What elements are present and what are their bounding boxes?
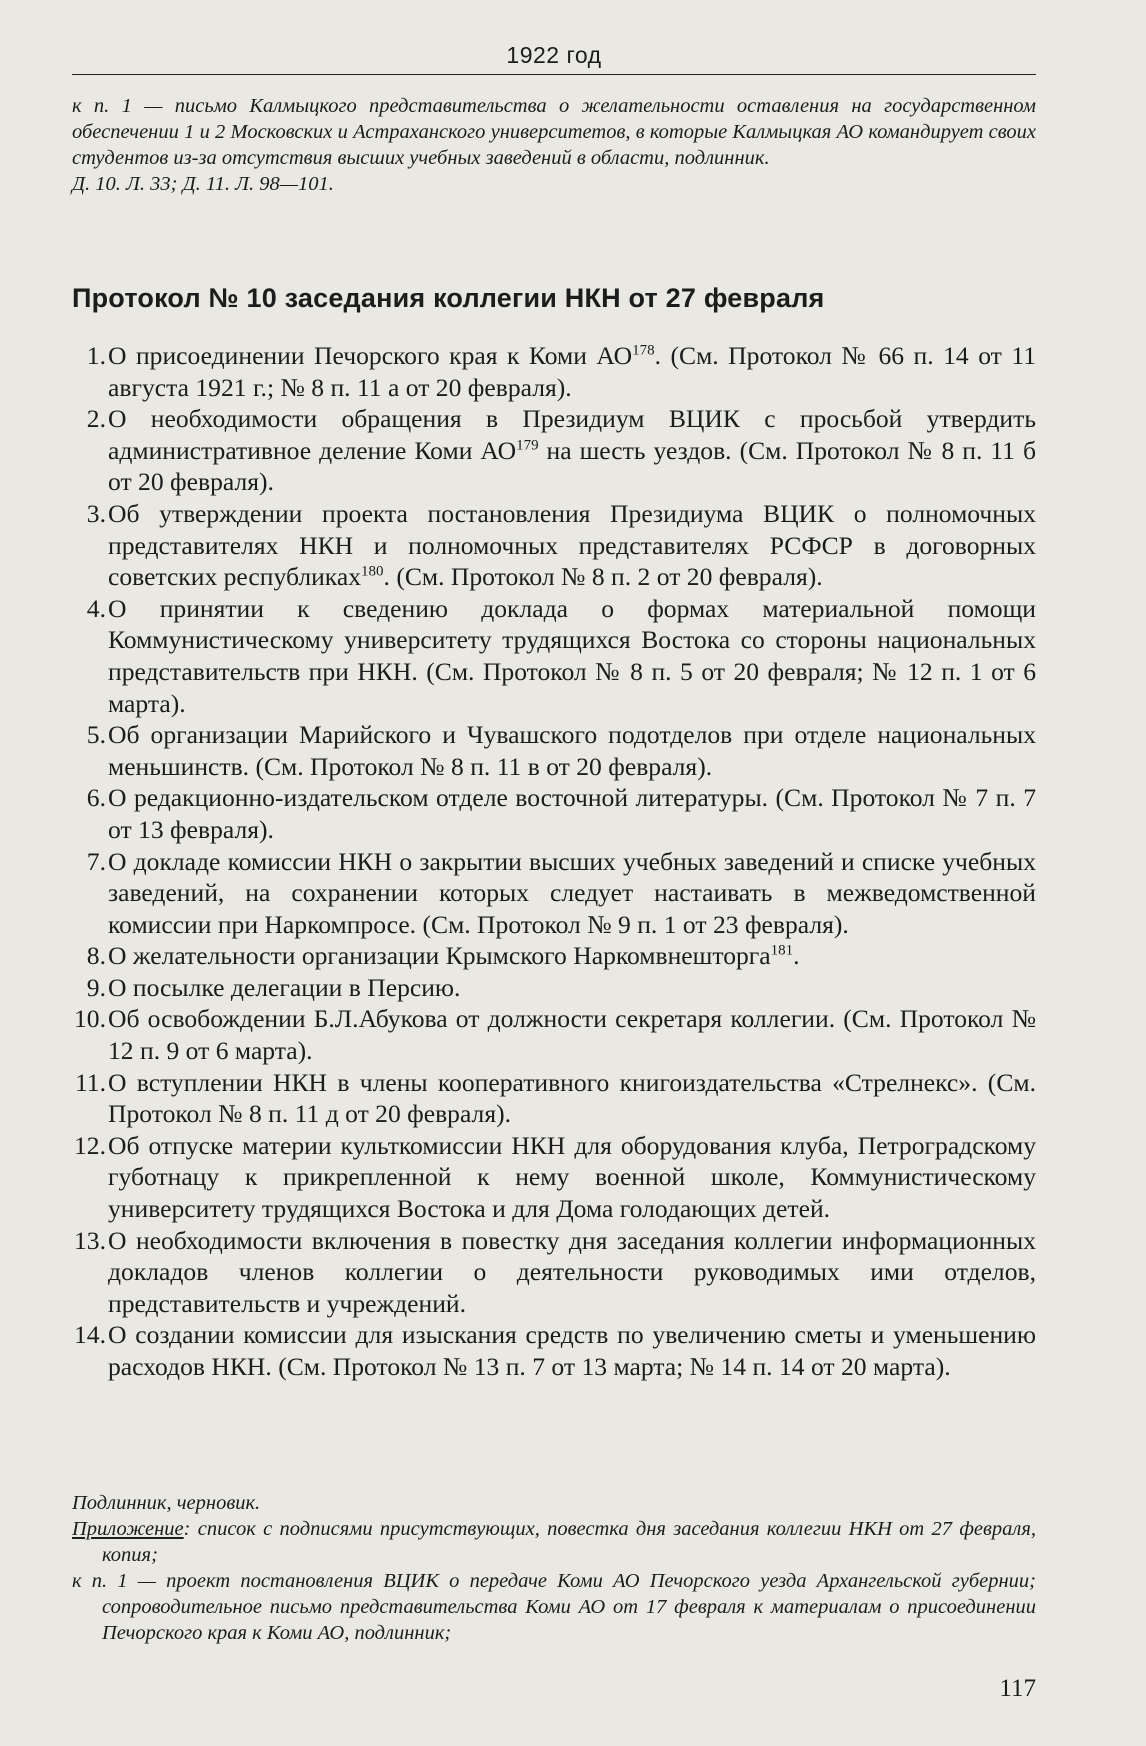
document-status: Подлинник, черновик. bbox=[72, 1492, 261, 1514]
agenda-item-text-cont: . bbox=[793, 941, 800, 971]
appendix-text: : список с подписями присутствующих, повестка дня заседания коллегии НКН от 27 февраля, копия; bbox=[102, 1518, 1036, 1566]
footnote-marker: 180 bbox=[361, 563, 384, 580]
agenda-section bbox=[72, 340, 1036, 1383]
agenda-item bbox=[72, 340, 1036, 403]
agenda-item-text: О создании комиссии для изыскания средств по увеличению сметы и уменьшению расходов НКН. (См. Протокол № 13 п. 7 от 13 марта; № 14 п. 14 от 20 марта). bbox=[108, 1320, 1036, 1381]
agenda-item-text: О докладе комиссии НКН о закрытии высших учебных заведений и списке учебных заведений, на сохранении которых следует настаивать в межведомственной комиссии при Наркомпросе. (См. Протокол № 9 п. 1 от 23 февраля). bbox=[108, 846, 1036, 939]
header-rule bbox=[72, 74, 1036, 75]
agenda-item bbox=[72, 593, 1036, 719]
top-note-text: к п. 1 — письмо Калмыцкого представительства о желательности оставления на государственном обеспечении 1 и 2 Московских и Астраханского университетов, в которые Калмыцкая АО командирует своих студентов из-за отсутствия высших учебных заведений в области, подлинник. bbox=[72, 95, 1036, 169]
footnote-marker: 179 bbox=[516, 437, 539, 454]
agenda-item-text: О вступлении НКН в члены кооперативного книгоиздательства «Стрелнекс». (См. Протокол № 8 п. 11 д от 20 февраля). bbox=[108, 1067, 1036, 1129]
appendix-label: Приложение bbox=[72, 1518, 184, 1540]
agenda-item bbox=[72, 1319, 1036, 1382]
agenda-item-text: Об отпуске материи культкомиссии НКН для оборудования клуба, Петроградскому губотнацу к прикрепленной к нему военной школе, Коммунистическому университету трудящихся Востока и для Дома голодающих детей. bbox=[108, 1130, 1036, 1224]
agenda-item-text: О посылке делегации в Персию. bbox=[108, 972, 461, 1002]
agenda-item-text: Об организации Марийского и Чувашского подотделов при отделе национальных меньшинств. (См. Протокол № 8 п. 11 в от 20 февраля). bbox=[108, 720, 1036, 781]
agenda-item bbox=[72, 972, 1036, 1004]
agenda-item bbox=[72, 719, 1036, 782]
agenda-item bbox=[72, 846, 1036, 941]
agenda-item-text-cont: . (См. Протокол № 8 п. 2 от 20 февраля). bbox=[383, 562, 823, 592]
agenda-item-number: 7. bbox=[86, 846, 106, 876]
agenda-item-text: О присоединении Печорского края к Коми АО bbox=[108, 341, 633, 370]
agenda-item-number: 5. bbox=[86, 720, 106, 750]
agenda-item bbox=[72, 498, 1036, 593]
agenda-item-text-cont: . (См. Протокол № 66 п. 14 от 11 августа 1921 г.; № 8 п. 11 а от 20 февраля). bbox=[108, 341, 1036, 402]
agenda-item-number: 6. bbox=[86, 783, 106, 813]
top-note-ref: Д. 10. Л. 33; Д. 11. Л. 98—101. bbox=[72, 173, 334, 195]
bottom-archival-notes bbox=[72, 1490, 1036, 1646]
agenda-item-number: 1. bbox=[86, 341, 106, 370]
agenda-item-number: 12. bbox=[74, 1130, 106, 1160]
protocol-title: Протокол № 10 заседания коллегии НКН от 27 февраля bbox=[72, 283, 825, 313]
agenda-item-number: 8. bbox=[86, 941, 106, 971]
agenda-item-text: Об утверждении проекта постановления Президиума ВЦИК о полномочных представителях НКН и полномочных представителях РСФСР в договорных советских республиках bbox=[108, 498, 1036, 592]
agenda-item-number: 2. bbox=[86, 404, 106, 434]
page-number: 117 bbox=[999, 1675, 1036, 1702]
item1-note: к п. 1 — проект постановления ВЦИК о передаче Коми АО Печорского уезда Архангельской губернии; сопроводительное письмо представительства Коми АО от 17 февраля к материалам о присоединении Печорского края к Коми АО, подлинник; bbox=[72, 1570, 1036, 1644]
agenda-item bbox=[72, 403, 1036, 498]
agenda-list bbox=[72, 340, 1036, 1383]
agenda-item bbox=[72, 940, 1036, 972]
agenda-item-text: О принятии к сведению доклада о формах материальной помощи Коммунистическому университету трудящихся Востока со стороны национальных представительств при НКН. (См. Протокол № 8 п. 5 от 20 февраля; № 12 п. 1 от 6 марта). bbox=[108, 593, 1036, 718]
agenda-item-number: 11. bbox=[74, 1067, 106, 1097]
appendix-note bbox=[72, 1516, 1036, 1568]
agenda-item bbox=[72, 782, 1036, 845]
agenda-item-text: О редакционно-издательском отделе восточной литературы. (См. Протокол № 7 п. 7 от 13 февраля). bbox=[108, 783, 1036, 844]
agenda-item bbox=[72, 1003, 1036, 1066]
agenda-item-text: Об освобождении Б.Л.Абукова от должности секретаря коллегии. (См. Протокол № 12 п. 9 от 6 марта). bbox=[108, 1004, 1036, 1066]
agenda-item-text: О необходимости включения в повестку дня заседания коллегии информационных докладов членов коллегии о деятельности руководимых ими отделов, представительств и учреждений. bbox=[108, 1225, 1036, 1318]
agenda-item bbox=[72, 1225, 1036, 1320]
footnote-marker: 178 bbox=[632, 342, 655, 359]
agenda-item-text: О необходимости обращения в Президиум ВЦИК с просьбой утвердить административное деление Коми АО bbox=[108, 404, 1036, 465]
agenda-item-text-cont: на шесть уездов. (См. Протокол № 8 п. 11 б от 20 февраля). bbox=[108, 435, 1036, 497]
footnote-marker: 181 bbox=[770, 942, 794, 959]
top-archival-note bbox=[72, 93, 1036, 197]
running-head: 1922 год bbox=[506, 42, 602, 68]
agenda-item bbox=[72, 1067, 1036, 1130]
agenda-item-number: 14. bbox=[74, 1320, 106, 1350]
agenda-item-number: 3. bbox=[86, 498, 106, 528]
agenda-item-number: 10. bbox=[74, 1004, 106, 1034]
agenda-item-number: 13. bbox=[74, 1225, 106, 1255]
agenda-item-number: 4. bbox=[86, 593, 106, 623]
agenda-item-text: О желательности организации Крымского Наркомвнешторга bbox=[108, 941, 771, 971]
agenda-item bbox=[72, 1130, 1036, 1225]
agenda-item-number: 9. bbox=[86, 972, 106, 1002]
